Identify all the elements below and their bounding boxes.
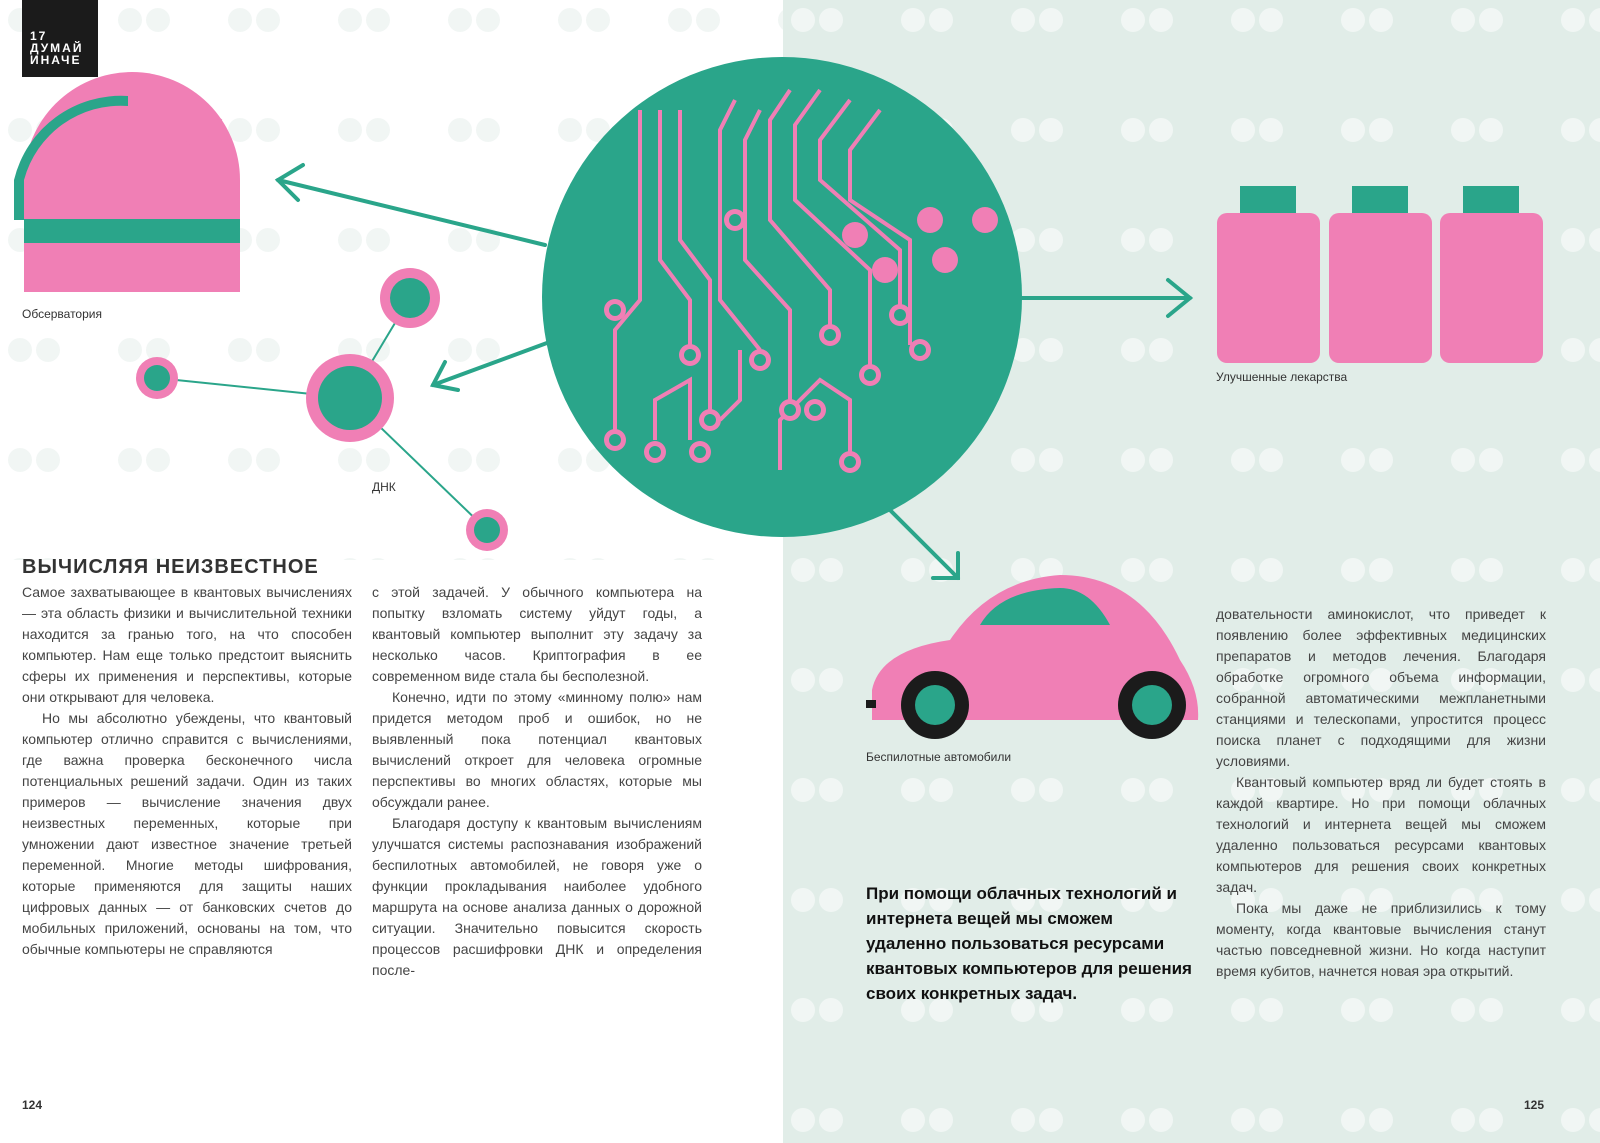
dna-icon [136, 268, 508, 551]
caption-medicine: Улучшенные лекарства [1216, 370, 1348, 384]
caption-dna: ДНК [372, 480, 396, 494]
chapter-title-line1: ДУМАЙ [30, 41, 84, 55]
paragraph: Но мы абсолютно убеждены, что квантовый компьютер отлично справится с вычислениями, где важна проверка бесконечного числа потенциальных решений задачи. Один из таких примеров — вычисление значения двух неизвестных переменных, которые при умножении дают известное значение третьей переменной. Многие методы шифрования, которые применяются для защиты наших цифровых данных — от банковских счетов до мобильных приложений, основаны на том, что обычные компьютеры не справляются [22, 710, 352, 957]
text-column-2 [372, 582, 702, 981]
medicine-bottles-icon [1217, 186, 1543, 363]
text-column-1 [22, 582, 352, 960]
paragraph: довательности аминокислот, что приведет к появлению более эффективных медицинских препаратов и методов лечения. Благодаря обработке огромного объема информации, собранной автоматическими межпланетными станциями и телескопами, упростится процесс поиска планет с подходящими для жизни условиями. [1216, 606, 1546, 769]
observatory-icon [14, 72, 240, 292]
paragraph: Пока мы даже не приблизились к тому моменту, когда квантовые вычисления станут частью повседневной жизни. Но когда наступит время кубитов, начнется новая эра открытий. [1216, 900, 1546, 979]
section-heading: ВЫЧИСЛЯЯ НЕИЗВЕСТНОЕ [22, 556, 319, 578]
quantum-chip-icon [542, 57, 1022, 537]
paragraph: с этой задачей. У обычного компьютера на попытку взломать систему уйдут годы, а квантовый компьютер выполнит эту задачу за несколько часов. Криптография в ее современном виде стала бы бесполезной. [372, 584, 702, 684]
page-number-right: 125 [1524, 1098, 1545, 1112]
caption-observatory: Обсерватория [22, 307, 102, 321]
chapter-title-line2: ИНАЧЕ [30, 53, 82, 67]
chapter-number: 17 [30, 29, 48, 43]
paragraph: Самое захватывающее в квантовых вычислениях — эта область физики и вычислительной техники находится за гранью того, на что способен компьютер. Нам еще только предстоит выяснить сферы их применения и перспективы, которые они открывают для человека. [22, 584, 352, 705]
text-column-3 [1216, 604, 1546, 982]
paragraph: Квантовый компьютер вряд ли будет стоять в каждой квартире. Но при помощи облачных технологий и интернета вещей мы сможем удаленно пользоваться ресурсами квантовых компьютеров для решения своих конкретных задач. [1216, 774, 1546, 895]
caption-cars: Беспилотные автомобили [866, 750, 1012, 764]
pull-quote: При помощи облачных технологий и интернета вещей мы сможем удаленно пользоваться ресурсами квантовых компьютеров для решения своих конкретных задач. [866, 884, 1192, 1003]
paragraph: Конечно, идти по этому «минному полю» нам придется методом проб и ошибок, но не выявленный пока потенциал квантовых вычислений откроет для человека огромные перспективы во многих областях, которые мы обсуждали ранее. [372, 689, 702, 810]
paragraph: Благодаря доступу к квантовым вычислениям улучшатся системы распознавания изображений беспилотных автомобилей, не говоря уже о функции прокладывания наиболее удобного маршрута на основе анализа данных о дорожной ситуации. Значительно повысится скорость процессов расшифровки ДНК и определения после- [372, 815, 702, 978]
self-driving-car-icon [866, 575, 1198, 739]
page-number-left: 124 [22, 1098, 43, 1112]
